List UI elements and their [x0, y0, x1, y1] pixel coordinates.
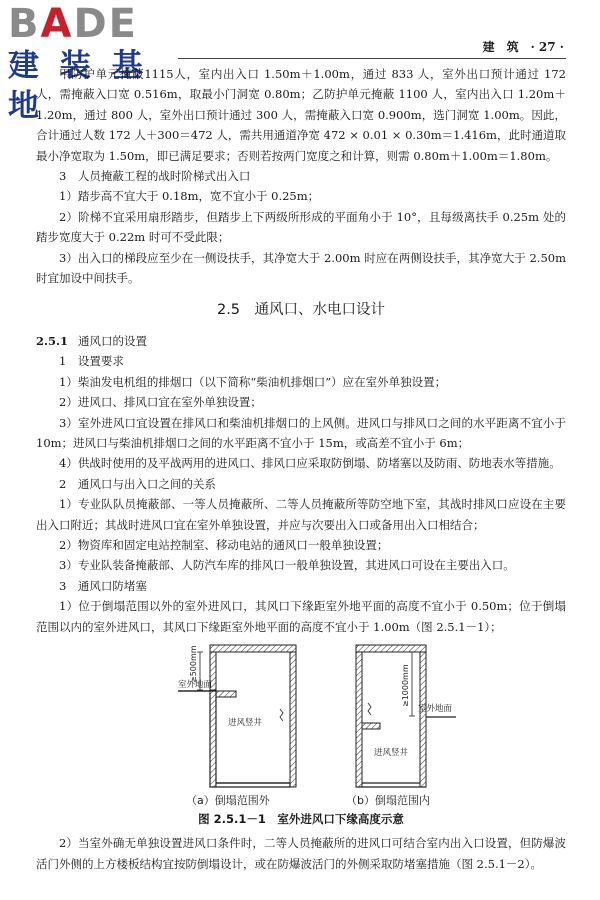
subsection-number: 2.5.1: [36, 333, 69, 348]
header-rule: [178, 58, 566, 59]
figure-a-caption: （a）倒塌范围外: [186, 793, 270, 807]
item-heading: 3 通风口防堵塞: [59, 578, 147, 593]
page-header: 建 筑 · 27 ·: [482, 40, 564, 54]
figure-b-caption: （b）倒塌范围内: [346, 793, 430, 807]
list-item: 4）供战时使用的及平战两用的进风口、排风口应采取防倒塌、防堵塞以及防雨、防地表水等措施。: [59, 456, 561, 471]
logo-letter-accent: A: [40, 1, 74, 47]
section-number: 2.5: [216, 302, 241, 319]
figure-a-ground-label: 室外地面: [178, 679, 213, 690]
logo-letter: D: [73, 1, 109, 47]
item-heading: 2 通风口与出入口之间的关系: [59, 476, 216, 491]
list-item: 2）当室外确无单独设置进风口条件时，二等人员掩蔽所的进风口可结合室内出入口设置，但防爆波活门外侧的上方楼板结构宜按防倒塌设计，或在防爆波活门的外侧采取防堵塞措施（图 2.5.1－2）。: [36, 836, 566, 871]
list-item: 3）专业队装备掩蔽部、人防汽车库的排风口一般单独设置，其进风口可设在主要出入口。: [59, 558, 515, 573]
section-heading: 通风口、水电口设计: [254, 302, 386, 319]
figure-title: 图 2.5.1－1 室外进风口下缘高度示意: [198, 811, 404, 826]
body-paragraph: 甲防护单元掩蔽1115人，室内出入口 1.50m＋1.00m，通过 833 人，室外出口预计通过 172 人，需掩蔽入口宽 0.516m，取最小门洞宽 0.80m；乙防护单元掩蔽 1100 人，室内出入口 1.20m＋1.20m，通过 800 人，室外出口预计通过 300 人，需掩蔽入口宽 0.900m，选门洞宽 1.00m。因此，合计通过人数 172 人＋300＝472 人，需共用通道净宽 472 × 0.01 × 0.30m＝1.416m，此时通道取最小净宽取为 1.50m，即已满足要求；否则若按两门宽度之和计算，则需 0.80m＋1.00m＝1.80m。: [36, 67, 566, 163]
figure-a-diagram: [176, 643, 301, 791]
figure-b-diagram: [338, 643, 458, 791]
list-item: 1）位于倒塌范围以外的室外进风口，其风口下缘距室外地平面的高度不宜小于 0.50m；位于倒塌范围以内的室外进风口，其风口下缘距室外地平面的高度不宜小于 1.00m（图 2.5.1－1）；: [36, 599, 566, 634]
figure-panels: [36, 643, 566, 791]
figure-a-shaft-label: 进风竖井: [228, 717, 263, 728]
list-item: 3）室外进风口宜设置在排风口和柴油机排烟口的上风侧。进风口与排风口之间的水平距离不宜小于 10m；进风口与柴油机排烟口之间的水平距离不宜小于 15m，或高差不宜小于 6m；: [36, 415, 566, 450]
list-item: 1）专业队队员掩蔽部、一等人员掩蔽所、二等人员掩蔽所等防空地下室，其战时排风口应设在主要出入口附近；其战时进风口宜在室外单独设置，并应与次要出入口或备用出入口相结合；: [36, 497, 566, 532]
logo-wordmark: [8, 1, 178, 47]
list-item: 3）出入口的梯段应至少在一侧设扶手，其净宽大于 2.00m 时应在两侧设扶手，其净宽大于 2.50m 时宜加设中间扶手。: [36, 250, 566, 286]
figure-b-ground-label: 室外地面: [418, 703, 453, 714]
figure-b-shaft-label: 进风竖井: [374, 747, 409, 758]
list-item: 2）进风口、排风口宜在室外单独设置；: [59, 395, 262, 410]
page-body: [36, 64, 566, 874]
item-heading: 1 设置要求: [59, 354, 124, 369]
figure-b-dimension: ≥1000mm: [401, 664, 410, 707]
subsection-heading: 通风口的设置: [78, 333, 148, 348]
logo-subtitle: 建 装 基 地: [8, 48, 148, 124]
subsection-title: [36, 331, 566, 351]
list-item: 1）踏步高不宜大于 0.18m，宽不宜小于 0.25m；: [59, 189, 320, 204]
section-title: [36, 300, 566, 320]
figure-captions: [36, 791, 566, 809]
item-heading: 3 人员掩蔽工程的战时阶梯式出入口: [59, 169, 251, 184]
list-item: 1）柴油发电机组的排烟口（以下简称“柴油机排烟口”）应在室外单独设置；: [59, 374, 447, 389]
logo-letter: E: [108, 1, 138, 47]
list-item: 2）阶梯不宜采用扇形踏步，但踏步上下两级所形成的平面角小于 10°，且每级离扶手 0.25m 处的踏步宽度大于 0.22m 时可不受此限；: [36, 209, 566, 245]
list-item: 2）物资库和固定电站控制室、移动电站的通风口一般单独设置；: [59, 537, 389, 552]
logo-letter: B: [8, 1, 41, 47]
figure-a-dimension: ≥500mm: [189, 645, 198, 683]
